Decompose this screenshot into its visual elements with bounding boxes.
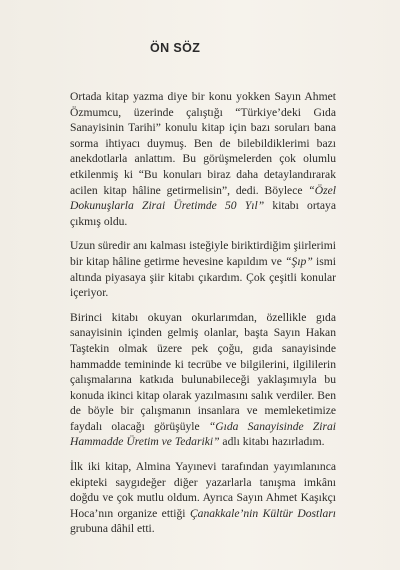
page-title: ÖN SÖZ	[150, 41, 201, 55]
paragraph-text: İlk iki kitap, Almina Yayınevi tarafından yayımlanınca ekipteki saygıdeğer diğer yazarlarla tanışma imkânı doğdu ve çok mutlu oldum. Ayrıca Sayın Ahmet Kaşıkçı Hoca’nın organize ettiği	[70, 460, 336, 520]
italic-title: “Gıda Sanayisinde Zirai Hammadde Üretim ve Tedariki”	[70, 419, 336, 449]
paragraph-text: Birinci kitabı okuyan okurlarımdan, özellikle gıda sanayisinin içinden gelmiş olanlar, başta Sayın Hakan Taştekin olmak üzere pek çoğu, gıda sanayisinde hammadde temininde ki tecrübe ve bilgilerini, ilgililerin çalışmalarına katkıda bulunabileceği yaklaşımıyla bu konuda ikinci kitap olarak yazılmasını salık verdiler. Ben de böyle bir çalışmanın insanlara ve memleketimize faydalı olacağı görüşüyle	[70, 310, 336, 433]
paragraph	[70, 89, 336, 229]
paragraph	[70, 310, 336, 450]
italic-title: Çanakkale’nin Kültür Dostları	[189, 506, 336, 520]
paragraph-text: Ortada kitap yazma diye bir konu yokken Sayın Ahmet Özmumcu, üzerinde çalıştığı “Türkiye’deki Gıda Sanayisinin Tarihi” konulu kitap için bazı soruları bana sorma ihtiyacı duymuş. Ben de bilebildiklerimi bazı anekdotlarla anlattım. Bu görüşmelerden çok olumlu etkilenmiş ki “Bu konuları biraz daha detaylandırarak acilen kitap hâline getirmelisin”, dedi. Böylece	[70, 90, 336, 197]
paragraph-text: Uzun süredir anı kalması isteğiyle biriktirdiğim şiirlerimi bir kitap hâline getirme hevesine kapıldım ve	[70, 239, 336, 268]
paragraph-text: ismi altında piyasaya şiir kitabı çıkardım. Çok çeşitli konular içeriyor.	[70, 254, 337, 300]
page-body	[70, 89, 336, 546]
paragraph	[70, 459, 336, 537]
paragraph-text: adlı kitabı hazırladım.	[219, 435, 325, 449]
paragraph-text: grubuna dâhil etti.	[70, 522, 155, 536]
paragraph-text: kitabı ortaya çıkmış oldu.	[70, 199, 336, 228]
italic-title: “Şıp”	[285, 254, 313, 268]
paragraph	[70, 238, 336, 300]
italic-title: “Özel Dokunuşlarla Zirai Üretimde 50 Yıl”	[70, 183, 336, 213]
